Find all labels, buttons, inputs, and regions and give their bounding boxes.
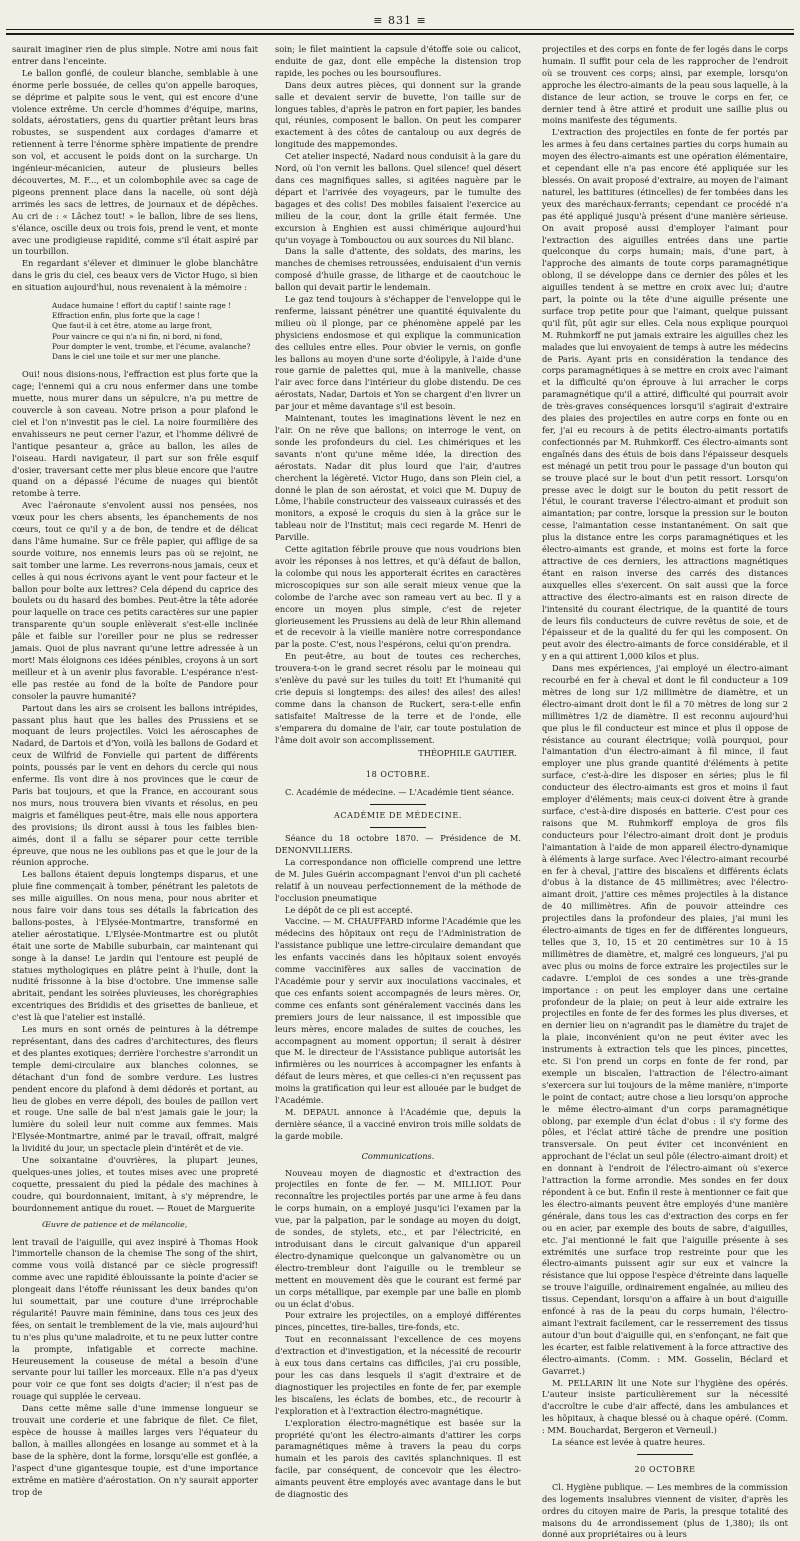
section-title: Communications.	[361, 1150, 435, 1161]
section-rule	[637, 1454, 693, 1455]
paragraph: Séance du 18 octobre 1870. — Présidence de M. DENONVILLIERS.	[275, 833, 521, 855]
paragraph: Les ballons étaient depuis longtemps disparus, et une pluie fine commençait à tomber, pénétrant les paletots de ses mille aiguilles. On nous mena, pour nous abriter et nous faire voir dans tous ses détails la fabrication des ballons-postes, à l'Elysée-Montmartre, transformé en atelier aérostatique. L'Elysée-Montmartre est ou plutôt était une sorte de Mabille suburbain, car maintenant qui songe à la danse! Le jardin qui l'entoure est peuplé de statues mythologiques en plâtre peint à l'huile, dont la nudité frissonne à la bise d'octobre. Une immense salle abritait, pendant les soirées pluvieuses, les chorégraphies excentriques des Brididis et des grisettes de banlieue, et c'est là que l'atelier est installé.	[12, 869, 258, 1023]
poem-line: Pour dompter le vent, trombe, et l'écume, avalanche?	[52, 341, 251, 351]
paragraph: Oui! nous disions-nous, l'effraction est plus forte que la cage; l'ennemi qui a cru nous enfermer dans une tombe muette, nous murer dans un sépulcre, n'a pu mettre de couvercle à son caveau. Notre prison a pour plafond le ciel et l'on n'investit pas le ciel. La noire fourmilière des envahisseurs ne peut cerner l'azur, et l'homme délivré de l'antique pesanteur a, grâce au ballon, les ailes de l'oiseau. Hardi navigateur, il part sur son frêle esquif d'osier, traversant cette mer plus bleue encore que l'autre quand on a dépassé l'écume de nuages qui bientôt retombe à terre.	[12, 369, 258, 499]
poem-line: Pour vaincre ce qui n'a ni fin, ni bord, ni fond,	[52, 331, 223, 341]
section-heading: 20 OCTOBRE	[634, 1464, 696, 1474]
section-rule	[370, 827, 426, 828]
paragraph: Dans la salle d'attente, des soldats, des marins, les manches de chemises retroussées, enduisaient d'un vernis composé d'huile grasse, de litharge et de caoutchouc le ballon qui devait partir le lendemain.	[275, 246, 521, 293]
section-heading: 18 OCTOBRE.	[365, 770, 431, 780]
poem-line: Dans le ciel une toile et sur mer une planche.	[52, 352, 221, 362]
column-2	[275, 44, 521, 1500]
paragraph: En peut-être, au bout de toutes ces recherches, trouvera-t-on le grand secret résolu par le moineau qui s'enlève du pavé sur les tuiles du toit! Et l'humanité qui crie depuis si longtemps: des ailes! des ailes! des ailes! comme dans la chanson de Ruckert, sera-t-elle enfin satisfaite! Maîtresse de la terre et de l'onde, elle s'emparera du domaine de l'air, car toute postulation de l'âme doit avoir son accomplissement.	[275, 651, 521, 745]
paragraph: Le gaz tend toujours à s'échapper de l'enveloppe qui le renferme, laissant pénétrer une quantité équivalente du milieu où il plonge, par ce phénomène appelé par les physiciens endosmose et qui explique la communication des cellules entre elles. Pour obvier le vernis, on gonfle les ballons au moyen d'une sorte d'éolipyle, à l'aide d'une roue garnie de palettes qui, mue à la manivelle, chasse l'air avec force dans l'intérieur du globe distendu. De ces aérostats, Nadar, Dartois et Yon se chargent d'en livrer un par jour et même davantage s'il est besoin.	[275, 294, 521, 412]
paragraph: Nouveau moyen de diagnostic et d'extraction des projectiles en fonte de fer. — M. MILLIOT. Pour reconnaître les projectiles portés par une arme à feu dans le corps humain, on a employé jusqu'ici l'examen par la vue, par la palpation, par le sondage au moyen du doigt, de sondes, de stylets, etc., et par l'électricité, en introduisant dans le circuit galvanique d'un appareil électro-dynamique quelconque un galvanomètre ou un électro-trembleur dont l'aiguille ou le trembleur se mettent en mouvement dès que le courant est fermé par un corps métallique, par exemple par une balle en plomb ou un éclat d'obus.	[275, 1167, 521, 1309]
paragraph: saurait imaginer rien de plus simple. Notre ami nous fait entrer dans l'enceinte.	[12, 44, 258, 66]
paragraph: Partout dans les airs se croisent les ballons intrépides, passant plus haut que les balles des Prussiens et se moquant de leurs projectiles. Voici les aéroscaphes de Nadard, de Dartois et d'Yon, voilà les ballons de Godard et ceux de Wilfrid de Fonvielle qui partent de différents points, poussés par le vent en dehors du cercle qui nous enferme. Ils vont dire à nos provinces que le cœur de Paris bat toujours, et que la France, en accourant sous nos murs, nous trouvera bien vivants et résolus, en peu maigris et faméliques peut-être, mais elle nous apportera des provisions; ils diront aussi à tous les faibles bien-aimés, dont il a fallu se séparer pour cette terrible épreuve, que nous ne les oublions pas et que le jour de la réunion approche.	[12, 702, 258, 868]
paragraph: Cl. Hygiène publique. — Les membres de la commission des logements insalubres viennent de visiter, d'après les ordres du citoyen maire de Paris, la presque totalité des maisons du 4e arrondissement (plus de 1,380); ils ont donné aux propriétaires ou à leurs	[542, 1481, 788, 1540]
signature: THÉOPHILE GAUTIER.	[418, 748, 517, 759]
section-rule	[370, 804, 426, 805]
poem-quote	[52, 301, 258, 362]
poem-line: Effraction enfin, plus forte que la cage !	[52, 311, 200, 321]
paragraph: Dans deux autres pièces, qui donnent sur la grande salle et devaient servir de buvette, l'on taille sur de longues tables, d'après le patron en fort papier, les bandes qui, réunies, composent le ballon. On peut les comparer exactement à des côtes de cantaloup ou aux degrés de longitude des mappemondes.	[275, 79, 521, 150]
paragraph: Les murs en sont ornés de peintures à la détrempe représentant, dans des cadres d'architectures, des fleurs et des plantes exotiques; derrière l'orchestre s'arrondit un temple demi-circulaire aux blanches colonnes, se détachant d'un fond de sombre verdure. Les lustres pendent encore du plafond à demi dédorés et portant, au lieu de globes en verre dépoli, des boules de paillon vert et rouge. Une salle de bal n'est jamais gaie le jour; la lumière du soleil leur nuit comme aux femmes. Mais l'Elysée-Montmartre, animé par le travail, offrait, malgré la lividité du jour, un spectacle plein d'intérêt et de vie.	[12, 1024, 258, 1154]
italic-line: Œuvre de patience et de mélancolie,	[42, 1219, 188, 1229]
paragraph: M. DEPAUL annonce à l'Académie que, depuis la dernière séance, il a vacciné environ trois mille soldats de la garde mobile.	[275, 1106, 521, 1141]
paragraph: En regardant s'élever et diminuer le globe blanchâtre dans le gris du ciel, ces beaux vers de Victor Hugo, si bien en situation aujourd'hui, nous revenaient à la mémoire :	[12, 258, 258, 293]
header-rule	[6, 29, 794, 30]
paragraph: Dans cette même salle d'une immense longueur se trouvait une corderie et une fabrique de filet. Ce filet, espèce de housse à mailles larges vers l'équateur du ballon, à mailles allongées en losange au sommet et à la base de la sphère, dont la forme, lorsqu'elle est gonflée, a l'aspect d'une gigantesque toupie, est d'une importance extrême en matière d'aérostation. On n'y saurait apporter trop de	[12, 1403, 258, 1497]
paragraph: Le ballon gonflé, de couleur blanche, semblable à une énorme perle bossuée, de celles qu'on appelle baroques, se déprime et palpite sous le vent, qui est encore d'une violence extrême. Un cercle d'hommes d'équipe, marins, soldats, aérostatiers, gens du quartier prêtant leurs bras robustes, se suspendent aux cordages d'amarre et retiennent à terre l'énorme sphère impatiente de prendre son vol, et accusent le poids dont on la surcharge. Un ingénieur-mécanicien, auteur de plusieurs belles découvertes, M. F..., et un colombophile avec sa cage de pigeons prennent place dans la nacelle, où sont déjà arrimés les sacs de lettres, de journaux et de dépêches. Au cri de : « Lâchez tout! » le ballon, libre de ses liens, s'élance, oscille deux ou trois fois, prend le vent, et monte avec une prodigieuse rapidité, comme s'il était aspiré par un tourbillon.	[12, 67, 258, 257]
paragraph: L'extraction des projectiles en fonte de fer portés par les armes à feu dans certaines parties du corps humain au moyen des électro-aimants est une opération élémentaire, et cependant elle n'a pas encore été appliquée sur les blessés. On avait proposé d'extraire, au moyen de l'aimant naturel, les battitures (étincelles) de fer tombées dans les yeux des maréchaux-ferrants; cependant ce procédé n'a pas été appliqué jusqu'à présent d'une manière sérieuse. On avait proposé aussi d'employer l'aimant pour l'extraction des aiguilles entrées dans une partie quelconque du corps humain; mais, d'une part, à l'approche des aimants de toute corps paramagnétique oblong, il se développe dans ce dernier des pôles et les aiguilles tendent à se mettre en croix avec lui; d'autre part, la pointe ou la tête d'une aiguille présente une surface trop petite pour que l'aimant, quelque puissant qu'il fût, pût agir sur elles. Cela nous explique pourquoi M. Ruhmkorff ne put jamais extraire les aiguilles chez les malades que lui envoyaient de temps à autre les médecins de Paris. Ayant pris en considération la tendance des corps paramagnétiques à se mettre en croix avec l'aimant et la difficulté qu'on éprouve à lui arracher le corps paramagnétique qu'il a attiré, difficulté qui pourrait avoir de très-graves conséquences lorsqu'il s'agirait d'extraire des plaies des projectiles en autre corps en fonte ou en fer, j'ai eu recours à de petits électro-aimants portatifs confectionnés par M. Ruhmkorff. Ces électro-aimants sont engaînés dans des étuis de bois dans l'épaisseur desquels est ménagé un petit trou pour le passage d'un bouton qui se trouve placé sur le bout d'un petit ressort. Lorsqu'on presse avec le doigt sur le bouton du petit ressort de l'étui, le courant traverse l'électro-aimant et produit son aimantation; par contre, lorsque la pression sur le bouton cesse, l'aimantation cesse instantanément. On sait que plus la distance entre les corps paramagnétiques et les électro-aimants est grande, et moins est forte la force attractive de ces derniers, les attractions magnétiques étant en raison inverse des carrés des distances auxquelles elles s'exercent. On sait aussi que la force attractive des électro-aimants est en raison directe de l'intensité du courant électrique, de la quantité de tours de leurs fils conducteurs de cuivre revêtus de soie, et de l'épaisseur et de la qualité du fer qui les composent. On peut avoir des électro-aimants de force considérable, et il y en a qui attirent 1,000 kilos et plus.	[542, 127, 788, 662]
paragraph: soin; le filet maintient la capsule d'étoffe soie ou calicot, enduite de gaz, dont elle empêche la distension trop rapide, les poches ou les boursouflures.	[275, 44, 521, 78]
paragraph: Dans mes expériences, j'ai employé un électro-aimant recourbé en fer à cheval et dont le fil conducteur a 109 mètres de long sur 1/2 millimètre de diamètre, et un électro-aimant droit dont le fil a 70 mètres de long sur 2 millimètres 1/2 de diamètre. Il est reconnu aujourd'hui que plus le fil conducteur est mince et plus il oppose de résistance au courant électrique; voilà pourquoi, pour l'aimantation d'un électro-aimant à fil mince, il faut employer une plus grande quantité d'éléments à petite surface, c'est-à-dire les disposer en séries; plus le fil conducteur des électro-aimants est gros et moins il faut employer d'éléments; mais ceux-ci doivent être à grande surface, c'est-à-dire disposés en batterie. C'est pour ces raisons que M. Ruhmkorff employa de gros fils conducteurs pour l'électro-aimant droit dont je produis l'aimantation à l'aide de mon appareil électro-dynamique à éléments à large surface. Avec l'électro-aimant recourbé en fer à cheval, j'attire des biscaïens et différents éclats d'obus à la distance de 45 millimètres; avec l'électro-aimant droit, j'attire ces mêmes projectiles à la distance de 40 millimètres. Afin de pouvoir atteindre ces projectiles dans la profondeur des plaies, j'ai muni les électro-aimants de tiges en fer de différentes longueurs, telles que 3, 10, 15 et 20 centimètres sur 10 à 15 millimètres de diamètre, et, malgré ces longueurs, j'ai pu avec plus ou moins de force extraire les projectiles sur le cadavre. L'emploi de ces sondes a une très-grande importance : on peut les employer dans une certaine profondeur de la plaie; on peut à leur aide extraire les projectiles en fonte de fer des formes les plus diverses, et en dernier lieu on n'agrandit pas le diamètre du trajet de la plaie, inconvénient qu'on ne peut éviter avec les instruments à extraction tels que les pinces, pincettes, etc. Si l'on prend un corps en fonte de fer rond, par exemple un biscaïen, l'attraction de l'électro-aimant s'exercera sur lui toujours de la même manière, n'importe le point de contact; autre chose a lieu lorsqu'on approche le même électro-aimant d'un corps paramagnétique oblong, par exemple d'un éclat d'obus : il s'y forme des pôles, et l'éclat attiré tâche de prendre une position transversale. On peut éviter cet inconvénient en approchant de l'éclat un seul pôle (électro-aimant droit) et en donnant à l'endroit de l'électro-aimant où s'exerce l'attraction la forme arrondie. Mes sondes en fer doux répondent à ce but. Enfin il reste à mentionner ce fait que les électro-aimants peuvent être employés d'une manière générale, dans tous les cas d'extraction des corps en fer ou en acier, par exemple des bouts de sabre, d'aiguilles, etc. J'ai mentionné le fait que l'aiguille présente à ses extrémités une surface trop restreinte pour que les électro-aimants puissent agir sur eux et vaincre la résistance que lui oppose l'espèce d'étreinte dans laquelle se trouve l'aiguille, ordinairement engaînée, au milieu des tissus. Cependant, lorsqu'on a affaire à un bout d'aiguille enfoncé à ras de la peau du corps humain, l'électro-aimant l'extrait facilement, car le resserrement des tissus autour d'un bout d'aiguille qui, en s'enfonçant, ne fait que les écarter, est faible relativement à la force attractive des électro-aimants. (Comm. : MM. Gosselin, Béclard et Gavarret.)	[542, 663, 788, 1376]
paragraph: Tout en reconnaissant l'excellence de ces moyens d'extraction et d'investigation, et la nécessité de recourir à eux tous dans certains cas difficiles, j'ai cru possible, pour les cas dans lesquels il s'agit d'extraire et de diagnostiquer les projectiles en fonte de fer, par exemple les biscaïens, les éclats de bombes, etc., de recourir à l'exploration et à l'extraction électro-magnétique.	[275, 1334, 521, 1416]
paragraph: M. PELLARIN lit une Note sur l'hygiène des opérés. L'auteur insiste particulièrement sur la nécessité d'accroître le cube d'air affecté, dans les ambulances et les hôpitaux, à chaque blessé ou à chaque opéré. (Comm. : MM. Bouchardat, Bergeron et Verneuil.)	[542, 1377, 788, 1436]
paragraph: Maintenant, toutes les imaginations lèvent le nez en l'air. On ne rêve que ballons; on interroge le vent, on sonde les profondeurs du ciel. Les chimériques et les savants n'ont qu'une même idée, la direction des aérostats. Nadar dit plus lourd que l'air, d'autres cherchent la légèreté. Victor Hugo, dans son Plein ciel, a donné le plan de son aérostat, et voici que M. Dupuy de Lôme, l'habile constructeur des vaisseaux cuirassés et des monitors, a exposé le croquis du sien à la grâce sur le tableau noir de l'Institut; mais ceci regarde M. Henri de Parville.	[275, 413, 521, 543]
column-1	[12, 44, 258, 1497]
paragraph: La séance est levée à quatre heures.	[552, 1437, 706, 1448]
page-header	[0, 0, 800, 38]
paragraph: Avec l'aéronaute s'envolent aussi nos pensées, nos vœux pour les chers absents, les épanchements de nos cœurs, tout ce qu'il y a de bon, de tendre et de délicat dans l'âme humaine. Sur ce frêle papier, qui afflige de sa sourde voiture, nos ennemis leurs pas où se rejoint, ne sait tomber une larme. Les reverrons-nous jamais, ceux et celles à qui nous écrivons ayant le vent pour facteur et le ballon pour boîte aux lettres? Cela dépend du caprice des boulets ou du hasard des bombes. Peut-être la tête adorée pour laquelle on trace ces petits caractères sur une papier transparente qu'un souple enlèverait s'est-elle inclinée pâle et faible sur l'oreiller pour ne plus se redresser jamais. Quoi de plus navrant qu'une lettre adressée à un mort! Mais éloignons ces idées pénibles, croyons à un sort meilleur et à un avenir plus favorable. L'espérance n'est-elle pas restée au fond de la boîte de Pandore pour consoler la pauvre humanité?	[12, 500, 258, 701]
paragraph: Pour extraire les projectiles, on a employé différentes pinces, pincettes, tire-balles, tire-fonds, etc.	[275, 1310, 521, 1333]
paragraph: C. Académie de médecine. — L'Académie tient séance.	[285, 787, 515, 798]
column-3	[542, 44, 788, 1540]
section-heading: ACADÉMIE DE MÉDECINE.	[333, 811, 462, 821]
page-number: ≡ 831 ≡	[373, 14, 427, 27]
paragraph: La correspondance non officielle comprend une lettre de M. Jules Guérin accompagnant l'envoi d'un pli cacheté relatif à un nouveau perfectionnement de la méthode de l'occlusion pneumatique	[275, 856, 521, 903]
paragraph: Vaccine. — M. CHAUFFARD informe l'Académie que les médecins des hôpitaux ont reçu de l'Administration de l'assistance publique une lettre-circulaire demandant que les enfants vaccinés dans les hôpitaux soient envoyés comme vaccinifères aux salles de vaccination de l'Académie pour y servir aux inoculations vaccinales, et que ces enfants soient accompagnés de leurs mères. Or, comme ces enfants sont généralement vaccinés dans les premiers jours de leur naissance, il est impossible que leurs mères, encore malades de suites de couches, les accompagnent au moment opportun; il serait à désirer que M. le directeur de l'Assistance publique autorisât les infirmières ou les nourrices à accompagner les enfants à défaut de leurs mères, et que celles-ci n'en reçussent pas moins la gratification qui leur est allouée par le budget de l'Académie.	[275, 916, 521, 1106]
paragraph: Cette agitation fébrile prouve que nous voudrions bien avoir les réponses à nos lettres, et qu'à défaut de ballon, la colombe qui nous les apporterait écrites en caractères microscopiques sur son aile serait mieux venue que la colombe de l'arche avec son rameau vert au bec. Il y a encore un moyen plus simple, c'est de rejeter glorieusement les Prussiens au delà de leur Rhin allemand et de recevoir à la vieille manière notre correspondance par la poste. C'est, nous l'espérons, celui qu'on prendra.	[275, 544, 521, 650]
paragraph: lent travail de l'aiguille, qui avez inspiré à Thomas Hook l'immortelle chanson de la chemise The song of the shirt, comme vous voilà distancé par ce siècle progressif! comme avec une rapidité éblouissante la pointe d'acier se plongeait dans l'étoffe réunissant les deux bandes qu'on lui soumettait, par une couture d'une irréprochable régularité! Pauvre main féminine, dans tous ces jeux des fées, on sentait le tremblement de la vie, mais aujourd'hui tu n'es plus qu'une maladroite, et tu ne peux lutter contre la prompte, infatigable et correcte machine. Heureusement la couseuse de métal a besoin d'une servante pour lui tailler les morceaux. Elle n'a pas d'yeux pour voir ce que font ses doigts d'acier; il n'est pas de rouage qui supplée le cerveau.	[12, 1236, 258, 1402]
poem-line: Audace humaine ! effort du captif ! sainte rage !	[52, 301, 232, 311]
paragraph: projectiles et des corps en fonte de fer logés dans le corps humain. Il suffit pour cela de les rapprocher de l'endroit où se trouvent ces corps; ainsi, par exemple, lorsqu'on approche les électro-aimants de la peau sous laquelle, à la distance de leur action, se trouve le corps en fer, ce dernier tend à être attiré et produit une saillie plus ou moins manifeste des téguments.	[542, 44, 788, 126]
paragraph: L'exploration électro-magnétique est basée sur la propriété qu'ont les électro-aimants d'attirer les corps paramagnétiques même à travers la peau du corps humain et les parois des cavités splanchniques. Il est facile, par conséquent, de concevoir que les électro-aimants peuvent être employés avec avantage dans le but de diagnostic des	[275, 1417, 521, 1500]
paragraph: Une soixantaine d'ouvrières, la plupart jeunes, quelques-unes jolies, et toutes mises avec une propreté coquette, pressaient du pied la pédale des machines à coudre, qui bourdonnaient, imitant, à s'y méprendre, le bourdonnement antique du rouet. — Rouet de Marguerite	[12, 1155, 258, 1213]
header-rule-thick	[6, 33, 794, 35]
poem-line: Que faut-il à cet être, atome au large front,	[52, 321, 213, 331]
paragraph: Cet atelier inspecté, Nadard nous conduisit à la gare du Nord, où l'on vernit les ballons. Quel silence! quel désert dans ces magnifiques salles, si agitées naguère par le départ et l'arrivée des voyageurs, par le tumulte des bagages et des colis! Des mobiles faisaient l'exercice au milieu de la cour, dont la grille était fermée. Une excursion à Enghien est aussi chimérique aujourd'hui qu'un voyage à Tombouctou ou aux sources du Nil blanc.	[275, 151, 521, 245]
paragraph: Le dépôt de ce pli est accepté.	[285, 904, 413, 915]
